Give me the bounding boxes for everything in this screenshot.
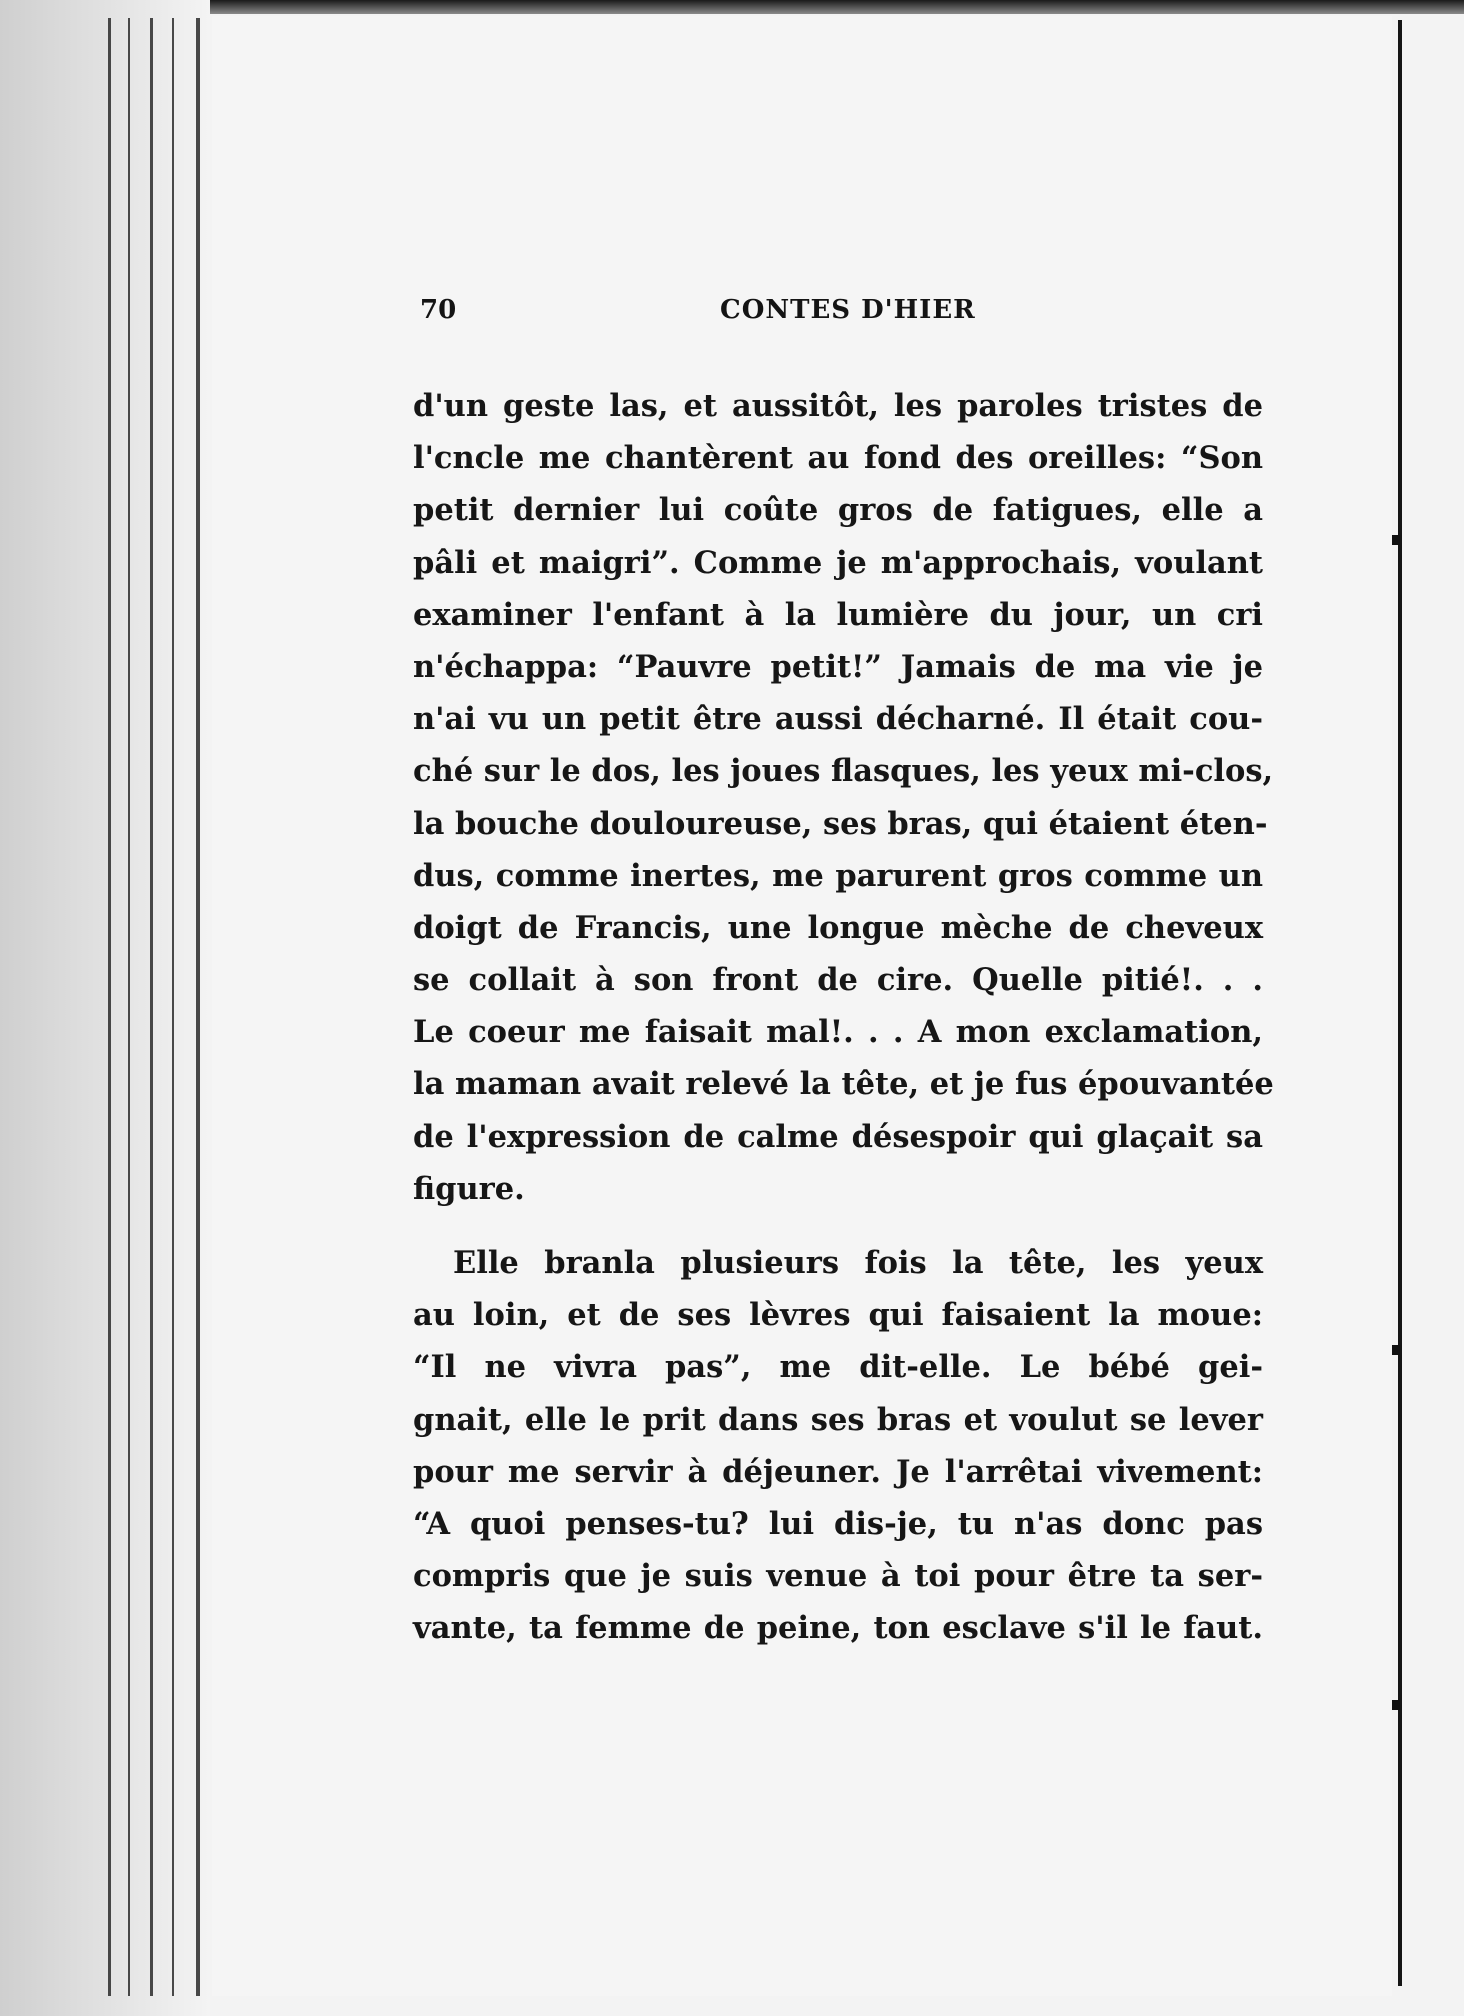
text-line: se collait à son front de cire. Quelle pitié!. . . [413,962,1263,999]
text-line: compris que je suis venue à toi pour être ta ser- [413,1558,1263,1595]
book-title: CONTES D'HIER [720,295,976,325]
text-line: la maman avait relevé la tête, et je fus épouvantée [413,1066,1274,1103]
edge-mark [1392,535,1400,545]
body-text [413,380,1274,1655]
scan-top-border [0,0,1464,14]
left-page-edges [0,0,210,2016]
text-line: d'un geste las, et aussitôt, les paroles tristes de [413,388,1263,424]
edge-shading [0,0,210,2016]
paragraph-spacing [413,1215,1263,1237]
text-line: n'échappa: “Pauvre petit!” Jamais de ma vie je [413,648,1263,685]
right-page-edge [1398,20,1402,1986]
edge-mark [1392,1700,1400,1710]
text-line: “Il ne vivra pas”, me dit-elle. Le bébé gei- [413,1349,1263,1386]
paragraph [413,1237,1263,1655]
text-line: gnait, elle le prit dans ses bras et voulut se lever [413,1401,1263,1438]
text-line: ché sur le dos, les joues flasques, les yeux mi-clos, [413,753,1274,790]
text-line: dus, comme inertes, me parurent gros comme un [413,857,1263,894]
page-edge-line [172,18,174,1996]
text-line: figure. [413,1170,525,1207]
text-line: vante, ta femme de peine, ton esclave s'il le faut. [413,1610,1263,1647]
text-line: doigt de Francis, une longue mèche de cheveux [413,909,1263,946]
text-line: de l'expression de calme désespoir qui glaçait sa [413,1118,1263,1155]
page-number: 70 [420,295,457,325]
page-edge-line [150,18,153,1996]
text-line: Le coeur me faisait mal!. . . A mon exclamation, [413,1014,1263,1051]
text-line: petit dernier lui coûte gros de fatigues, elle a [413,492,1263,529]
page-edge-line [128,18,130,1996]
text-line: pâli et maigri”. Comme je m'approchais, voulant [413,544,1263,581]
page-edge-line [108,18,111,1996]
text-line: “A quoi penses-tu? lui dis-je, tu n'as donc pas [413,1505,1263,1542]
text-line: pour me servir à déjeuner. Je l'arrêtai vivement: [413,1453,1263,1490]
text-line: examiner l'enfant à la lumière du jour, un cri [413,596,1263,633]
paragraph [413,380,1274,1215]
text-line: au loin, et de ses lèvres qui faisaient la moue: [413,1297,1263,1334]
running-head [420,295,1260,335]
text-line: n'ai vu un petit être aussi décharné. Il était cou- [413,701,1263,738]
text-line: Elle branla plusieurs fois la tête, les yeux [453,1245,1263,1281]
edge-mark [1392,1345,1400,1355]
text-line: l'cncle me chantèrent au fond des oreilles: “Son [413,440,1263,477]
page-edge-line [196,18,200,1996]
text-line: la bouche douloureuse, ses bras, qui étaient éten- [413,805,1268,842]
